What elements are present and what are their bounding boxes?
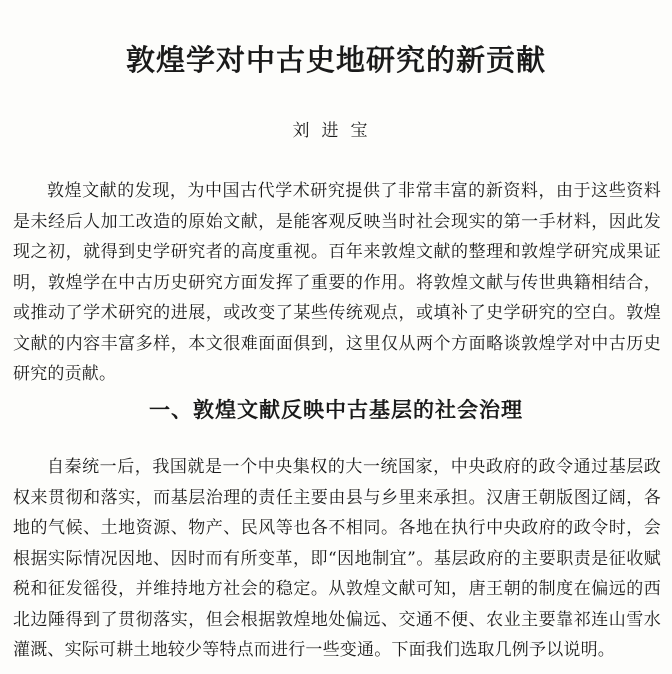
article-author: 刘进宝 <box>292 121 380 141</box>
intro-paragraph: 敦煌文献的发现，为中国古代学术研究提供了非常丰富的新资料，由于这些资料是未经后人加工改造的原始文献，是能客观反映当时社会现实的第一手材料，因此发现之初，就得到史学研究者的高度重视。百年来敦煌文献的整理和敦煌学研究成果证明，敦煌学在中古历史研究方面发挥了重要的作用。将敦煌文献与传世典籍相结合，或推动了学术研究的进展，或改变了某些传统观点，或填补了史学研究的空白。敦煌文献的内容丰富多样，本文很难面面俱到，这里仅从两个方面略谈敦煌学对中古历史研究的贡献。 <box>13 181 661 384</box>
section-heading: 一、敦煌文献反映中古基层的社会治理 <box>149 397 523 422</box>
section-paragraph: 自秦统一后，我国就是一个中央集权的大一统国家，中央政府的政令通过基层政权来贯彻和落实，而基层治理的责任主要由县与乡里来承担。汉唐王朝版图辽阔，各地的气候、土地资源、物产、民风等也各不相同。各地在执行中央政府的政令时，会根据实际情况因地、因时而有所变革，即“因地制宜”。基层政府的主要职责是征收赋税和征发徭役，并维持地方社会的稳定。从敦煌文献可知，唐王朝的制度在偏远的西北边陲得到了贯彻落实，但会根据敦煌地处偏远、交通不便、农业主要靠祁连山雪水灌溉、实际可耕土地较少等特点而进行一些变通。下面我们选取几例予以说明。 <box>13 457 661 660</box>
article-title: 敦煌学对中古史地研究的新贡献 <box>125 43 546 77</box>
